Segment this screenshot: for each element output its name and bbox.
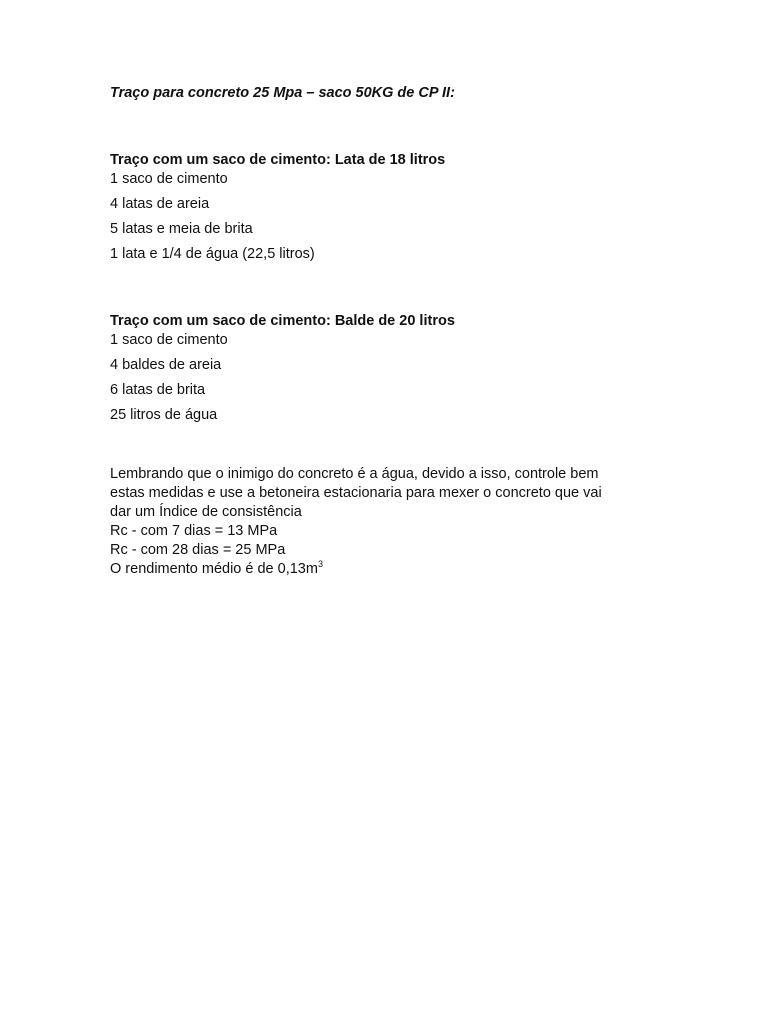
- yield-text: O rendimento médio é de 0,13m: [110, 561, 318, 577]
- document-page: [110, 84, 710, 579]
- ingredient-line: 4 latas de areia: [110, 196, 210, 212]
- document-title: Traço para concreto 25 Mpa – saco 50KG de CP II:: [110, 85, 455, 101]
- ingredient-line: 25 litros de água: [110, 407, 218, 423]
- section-heading: Traço com um saco de cimento: Lata de 18 litros: [110, 152, 446, 168]
- ingredient-line: 4 baldes de areia: [110, 357, 222, 373]
- ingredient-line: 1 saco de cimento: [110, 332, 228, 348]
- note-block: [110, 465, 710, 579]
- ingredient-line: 1 saco de cimento: [110, 171, 228, 187]
- ingredient-line: 5 latas e meia de brita: [110, 221, 253, 237]
- strength-line: Rc - com 28 dias = 25 MPa: [110, 542, 286, 558]
- note-paragraph-line: estas medidas e use a betoneira estacionaria para mexer o concreto que vai: [110, 485, 602, 501]
- note-paragraph-line: dar um Índice de consistência: [110, 504, 302, 520]
- yield-line: [110, 560, 710, 579]
- note-paragraph-line: Lembrando que o inimigo do concreto é a água, devido a isso, controle bem: [110, 466, 599, 482]
- section-heading: Traço com um saco de cimento: Balde de 20 litros: [110, 313, 455, 329]
- section-balde-20-litros: [110, 312, 710, 425]
- yield-exponent: 3: [317, 559, 323, 569]
- strength-line: Rc - com 7 dias = 13 MPa: [110, 523, 278, 539]
- ingredient-line: 6 latas de brita: [110, 382, 206, 398]
- ingredient-line: 1 lata e 1/4 de água (22,5 litros): [110, 246, 315, 262]
- section-lata-18-litros: [110, 151, 710, 264]
